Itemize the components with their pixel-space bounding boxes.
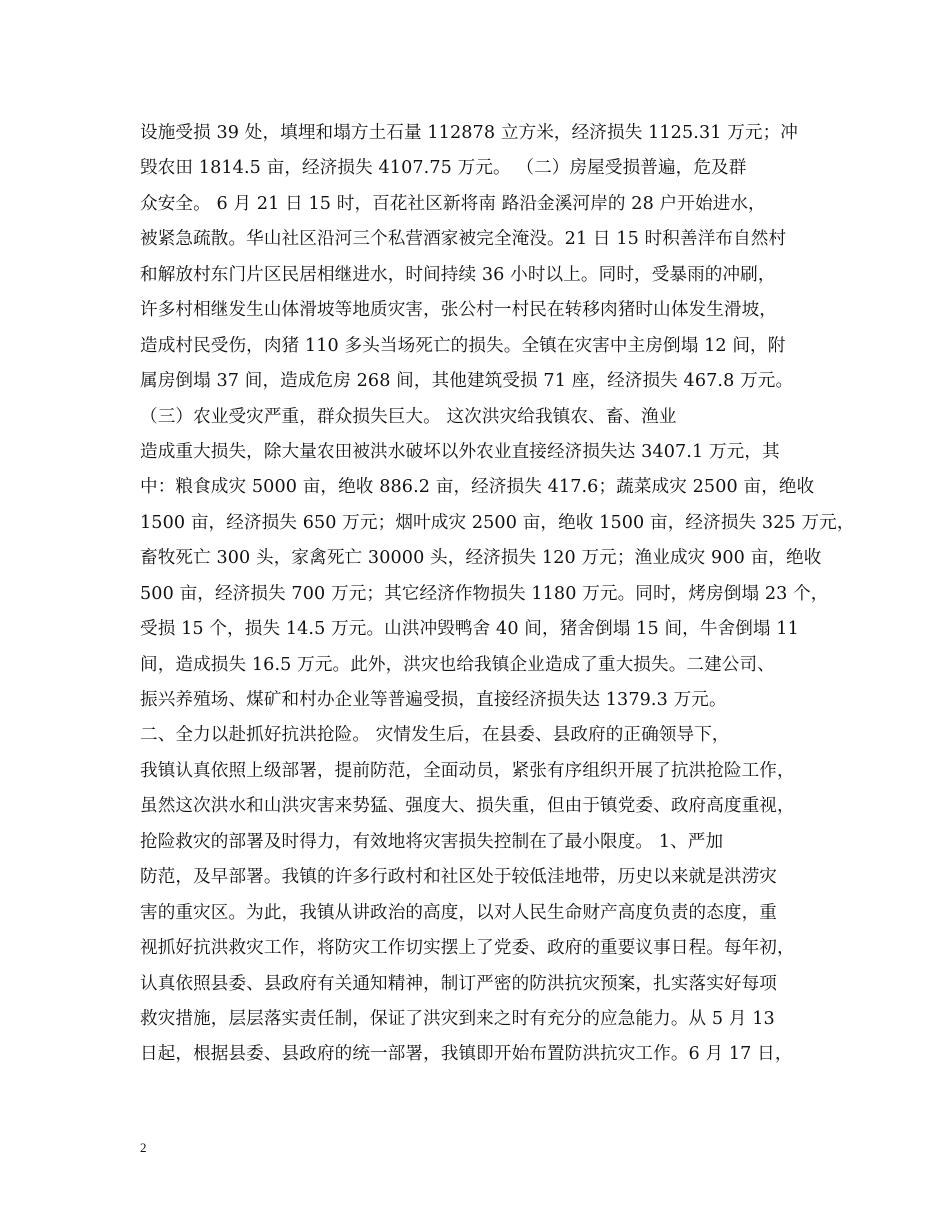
text-line: 被紧急疏散。华山社区沿河三个私营酒家被完全淹没。21 日 15 时积善洋布自然村: [140, 229, 787, 250]
page-number: 2: [140, 1140, 147, 1155]
text-line: 防范，及早部署。我镇的许多行政村和社区处于较低洼地带，历史以来就是洪涝灾: [140, 867, 777, 888]
text-line: 抢险救灾的部署及时得力，有效地将灾害损失控制在了最小限度。 1、严加: [140, 831, 724, 852]
text-line: 1500 亩，经济损失 650 万元；烟叶成灾 2500 亩，绝收 1500 亩，经济损失 325 万元，: [140, 512, 855, 533]
text-line: 设施受损 39 处，填埋和塌方土石量 112878 立方米，经济损失 1125.31 万元；冲: [140, 123, 798, 143]
text-line: 许多村相继发生山体滑坡等地质灾害，张公村一村民在转移肉猪时山体发生滑坡，: [140, 300, 777, 321]
text-line: 众安全。 6 月 21 日 15 时，百花社区新将南 路沿金溪河岸的 28 户开始进水，: [140, 193, 766, 214]
text-line: 造成村民受伤，肉猪 110 多头当场死亡的损失。全镇在灾害中主房倒塌 12 间，附: [140, 335, 786, 356]
text-line: 受损 15 个，损失 14.5 万元。山洪冲毁鸭舍 40 间，猪舍倒塌 15 间，牛舍倒塌 11: [140, 619, 799, 640]
text-line: 二、全力以赴抓好抗洪抢险。 灾情发生后，在县委、县政府的正确领导下，: [140, 725, 730, 746]
text-line: 畜牧死亡 300 头，家禽死亡 30000 头，经济损失 120 万元；渔业成灾 900 亩，绝收: [140, 548, 822, 569]
text-line: 认真依照县委、县政府有关通知精神，制订严密的防洪抗灾预案，扎实落实好每项: [140, 973, 777, 994]
text-line: 我镇认真依照上级部署，提前防范，全面动员，紧张有序组织开展了抗洪抢险工作，: [140, 760, 795, 781]
text-line: 害的重灾区。为此，我镇从讲政治的高度，以对人民生命财产高度负责的态度，重: [140, 902, 777, 923]
text-line: 虽然这次洪水和山洪灾害来势猛、强度大、损失重，但由于镇党委、政府高度重视，: [140, 796, 795, 817]
text-line: 救灾措施，层层落实责任制，保证了洪灾到来之时有充分的应急能力。从 5 月 13: [140, 1008, 775, 1029]
text-line: 中：粮食成灾 5000 亩，绝收 886.2 亩，经济损失 417.6；蔬菜成灾 2500 亩，绝收: [140, 477, 815, 498]
text-line: 日起，根据县委、县政府的统一部署，我镇即开始布置防洪抗灾工作。6 月 17 日，: [140, 1044, 793, 1065]
text-line: 造成重大损失，除大量农田被洪水破坏以外农业直接经济损失达 3407.1 万元，其: [140, 441, 780, 462]
text-line: 毁农田 1814.5 亩，经济损失 4107.75 万元。 （二）房屋受损普遍，危及群: [140, 158, 747, 179]
text-line: 属房倒塌 37 间，造成危房 268 间，其他建筑受损 71 座，经济损失 467.8 万元。: [140, 371, 794, 392]
text-line: 振兴养殖场、煤矿和村办企业等普遍受损，直接经济损失达 1379.3 万元。: [140, 690, 727, 710]
text-line: 和解放村东门片区民居相继进水，时间持续 36 小时以上。同时，受暴雨的冲刷，: [140, 264, 776, 285]
text-line: 间，造成损失 16.5 万元。此外，洪灾也给我镇企业造成了重大损失。二建公司、: [140, 654, 775, 675]
text-line: 视抓好抗洪救灾工作，将防灾工作切实摆上了党委、政府的重要议事日程。每年初，: [140, 938, 795, 959]
text-line: 500 亩，经济损失 700 万元；其它经济作物损失 1180 万元。同时，烤房倒塌 23 个，: [140, 583, 829, 604]
text-line: （三）农业受灾严重，群众损失巨大。 这次洪灾给我镇农、畜、渔业: [140, 406, 677, 427]
body-text: [140, 116, 855, 1073]
